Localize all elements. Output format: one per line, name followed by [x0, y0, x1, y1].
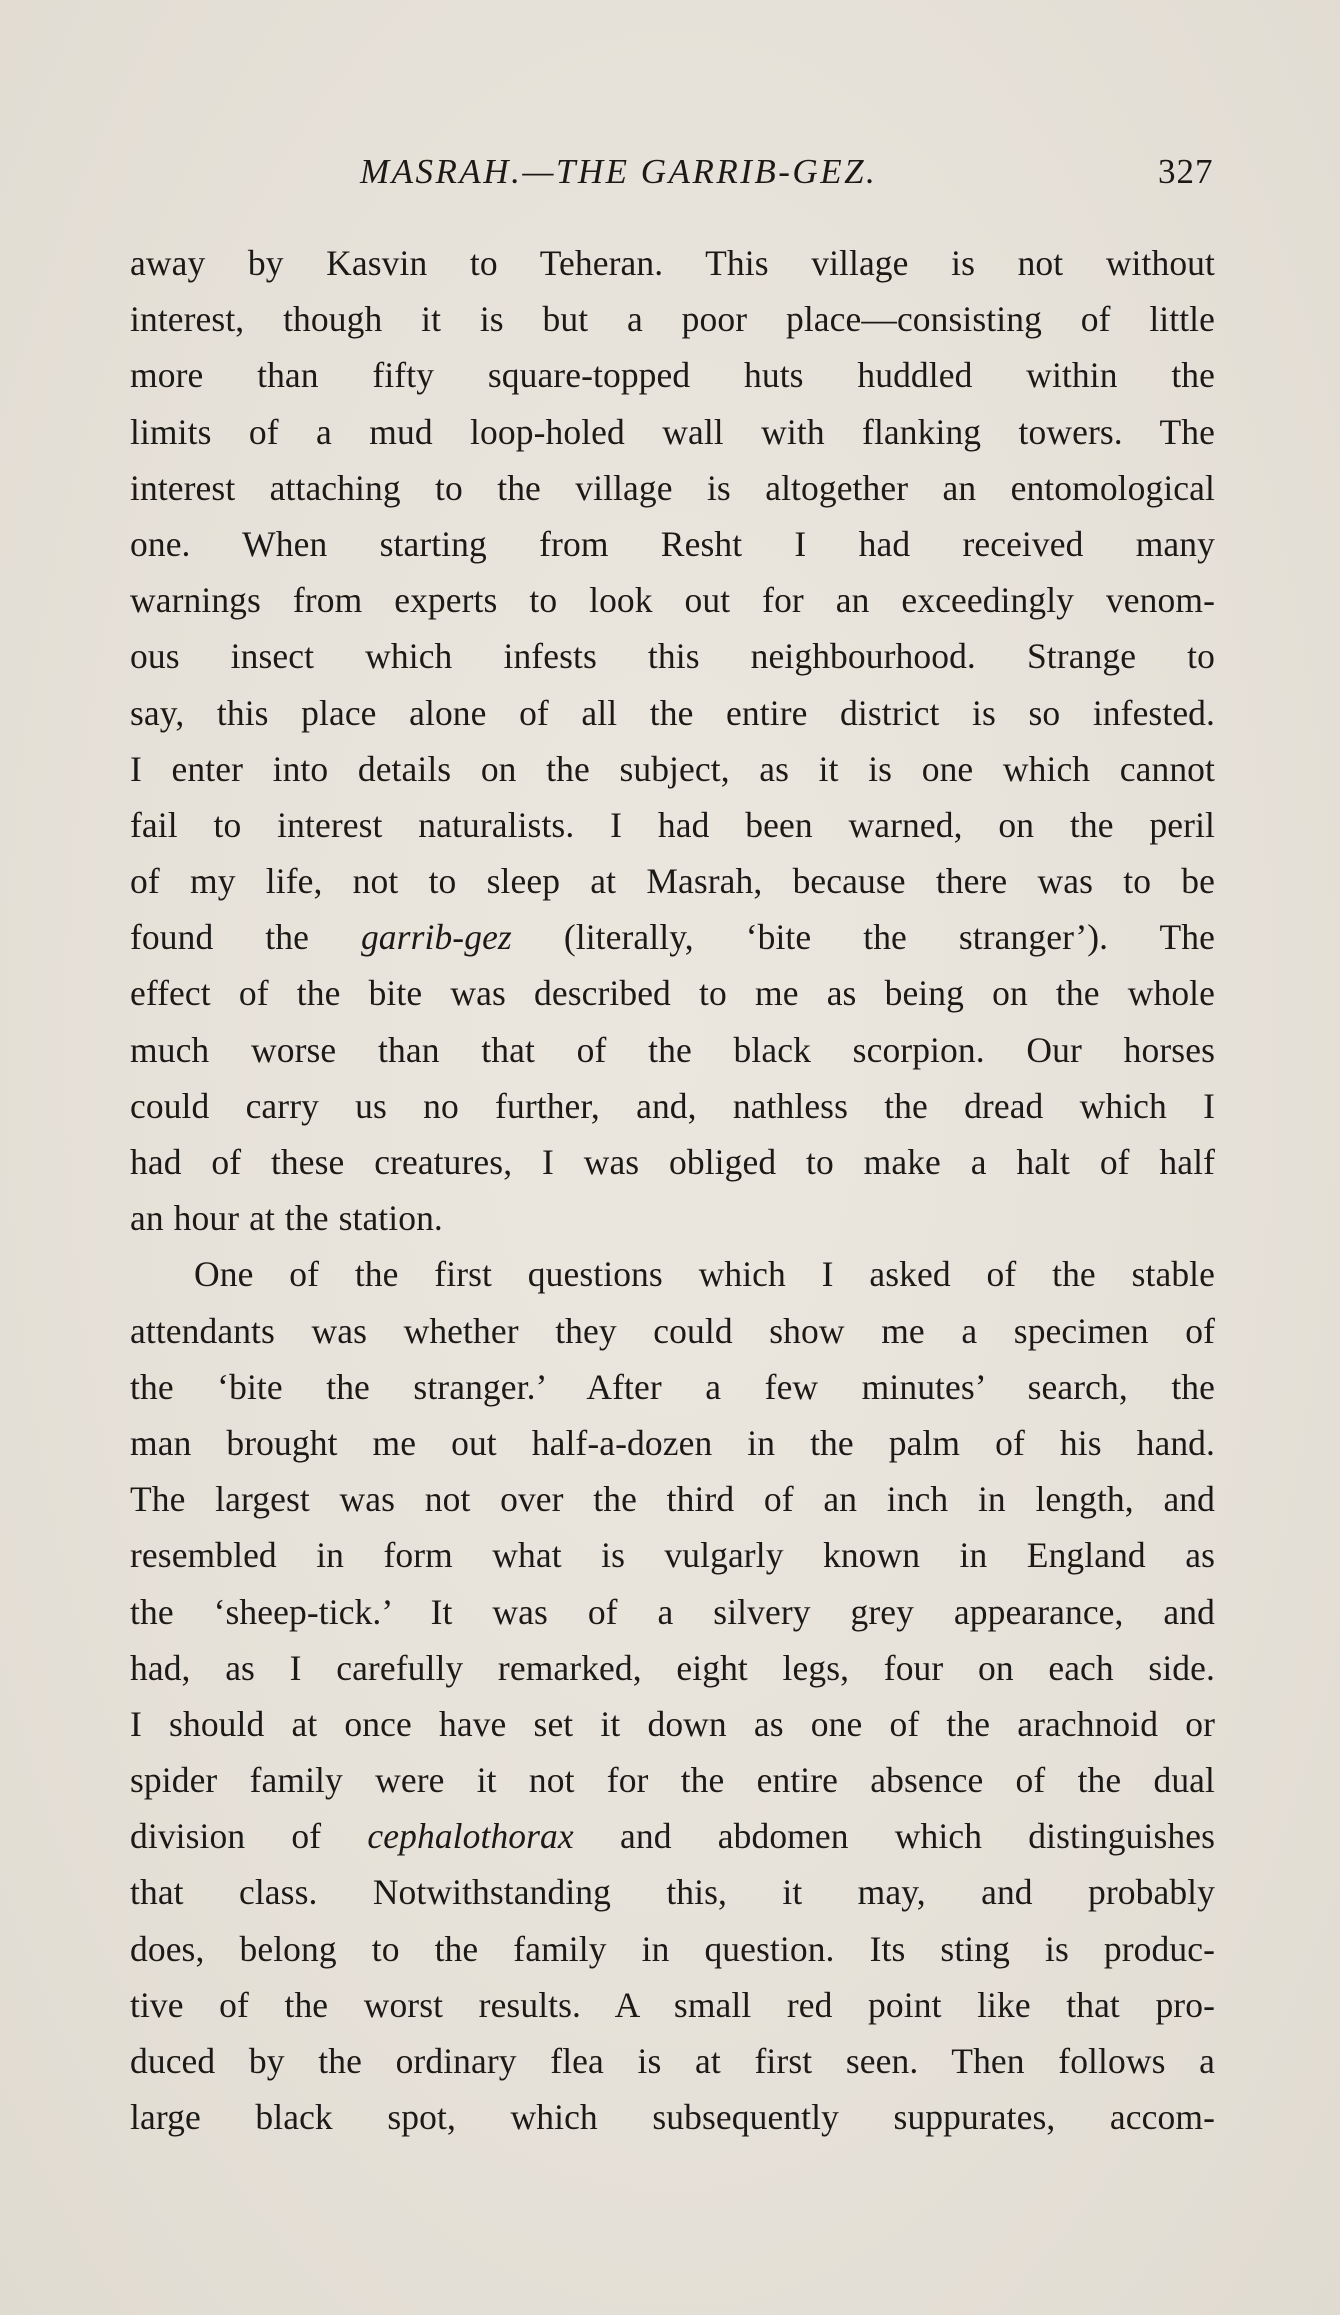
- text-segment: (literally, ‘bite the stranger’). The: [511, 917, 1215, 958]
- text-line: [130, 2033, 1215, 2089]
- paragraph: [130, 1246, 1215, 2145]
- text-line: [130, 1134, 1215, 1190]
- text-line: [130, 628, 1215, 684]
- paragraph: [130, 235, 1215, 1246]
- text-line: [130, 741, 1215, 797]
- text-segment: does, belong to the family in question. Its sting is produc-: [130, 1928, 1215, 1969]
- text-segment: say, this place alone of all the entire district is so infested.: [130, 692, 1215, 733]
- text-segment: much worse than that of the black scorpion. Our horses: [130, 1029, 1215, 1070]
- text-line: [130, 1696, 1215, 1752]
- text-line: [130, 797, 1215, 853]
- text-line: [130, 1977, 1215, 2033]
- text-segment: duced by the ordinary flea is at first seen. Then follows a: [130, 2041, 1215, 2081]
- text-segment: I enter into details on the subject, as it is one which cannot: [130, 748, 1215, 789]
- text-line: [130, 347, 1215, 403]
- text-segment: and abdomen which distinguishes: [573, 1816, 1215, 1857]
- text-line: [130, 235, 1215, 291]
- text-line: [130, 291, 1215, 347]
- text-segment: limits of a mud loop-holed wall with flanking towers. The: [130, 411, 1215, 452]
- text-line: [130, 404, 1215, 460]
- text-segment: had, as I carefully remarked, eight legs, four on each side.: [130, 1647, 1215, 1688]
- body-text: [130, 235, 1215, 2145]
- text-line: [130, 685, 1215, 741]
- text-segment: resembled in form what is vulgarly known in England as: [130, 1535, 1215, 1576]
- text-segment: attendants was whether they could show me a specimen of: [130, 1310, 1215, 1351]
- text-segment: division of: [130, 1816, 368, 1857]
- text-line: [130, 853, 1215, 909]
- text-segment: one. When starting from Resht I had received many: [130, 523, 1215, 564]
- text-line: [130, 1640, 1215, 1696]
- page-number: 327: [1158, 152, 1214, 191]
- text-line: [130, 1527, 1215, 1583]
- text-segment: tive of the worst results. A small red point like that pro-: [130, 1984, 1215, 2025]
- italic-term: cephalothorax: [367, 1816, 574, 1857]
- text-line: [130, 1359, 1215, 1415]
- text-segment: interest, though it is but a poor place—consisting of little: [130, 299, 1215, 340]
- text-line: [130, 1190, 1215, 1246]
- text-line: [130, 1246, 1215, 1302]
- text-segment: the ‘bite the stranger.’ After a few minutes’ search, the: [130, 1366, 1215, 1407]
- text-line: [130, 1864, 1215, 1920]
- italic-term: garrib-gez: [360, 917, 512, 958]
- text-line: [130, 1471, 1215, 1527]
- text-segment: ous insect which infests this neighbourhood. Strange to: [130, 636, 1215, 677]
- text-segment: One of the first questions which I asked of the stable: [194, 1254, 1215, 1295]
- text-segment: had of these creatures, I was obliged to make a halt of half: [130, 1142, 1215, 1182]
- text-segment: the ‘sheep-tick.’ It was of a silvery grey appearance, and: [130, 1591, 1215, 1632]
- text-segment: that class. Notwithstanding this, it may, and probably: [130, 1872, 1215, 1913]
- text-segment: spider family were it not for the entire absence of the dual: [130, 1760, 1215, 1801]
- running-title: MASRAH.—THE GARRIB-GEZ.: [360, 152, 878, 191]
- text-segment: warnings from experts to look out for an exceedingly venom-: [130, 580, 1215, 621]
- text-line: [130, 1584, 1215, 1640]
- text-segment: man brought me out half-a-dozen in the palm of his hand.: [130, 1422, 1215, 1463]
- text-line: [130, 460, 1215, 516]
- text-line: [130, 1303, 1215, 1359]
- running-head: [130, 152, 1230, 202]
- text-segment: away by Kasvin to Teheran. This village is not without: [130, 243, 1215, 283]
- text-line: [130, 1752, 1215, 1808]
- text-segment: I should at once have set it down as one of the arachnoid or: [130, 1703, 1215, 1744]
- text-line: [130, 1022, 1215, 1078]
- text-segment: could carry us no further, and, nathless the dread which I: [130, 1085, 1215, 1126]
- text-line: [130, 1078, 1215, 1134]
- text-line: [130, 1921, 1215, 1977]
- text-line: [130, 909, 1215, 965]
- text-line: [130, 965, 1215, 1021]
- text-line: [130, 516, 1215, 572]
- text-segment: found the: [130, 917, 361, 958]
- text-segment: an hour at the station.: [130, 1198, 443, 1239]
- text-segment: The largest was not over the third of an inch in length, and: [130, 1479, 1215, 1520]
- text-segment: large black spot, which subsequently suppurates, accom-: [130, 2097, 1215, 2138]
- text-line: [130, 2089, 1215, 2145]
- text-line: [130, 1808, 1215, 1864]
- text-segment: more than fifty square-topped huts huddled within the: [130, 355, 1215, 396]
- text-segment: interest attaching to the village is altogether an entomological: [130, 467, 1215, 508]
- text-line: [130, 572, 1215, 628]
- text-segment: of my life, not to sleep at Masrah, because there was to be: [130, 861, 1215, 902]
- text-line: [130, 1415, 1215, 1471]
- text-segment: fail to interest naturalists. I had been warned, on the peril: [130, 804, 1215, 845]
- text-segment: effect of the bite was described to me as being on the whole: [130, 973, 1215, 1014]
